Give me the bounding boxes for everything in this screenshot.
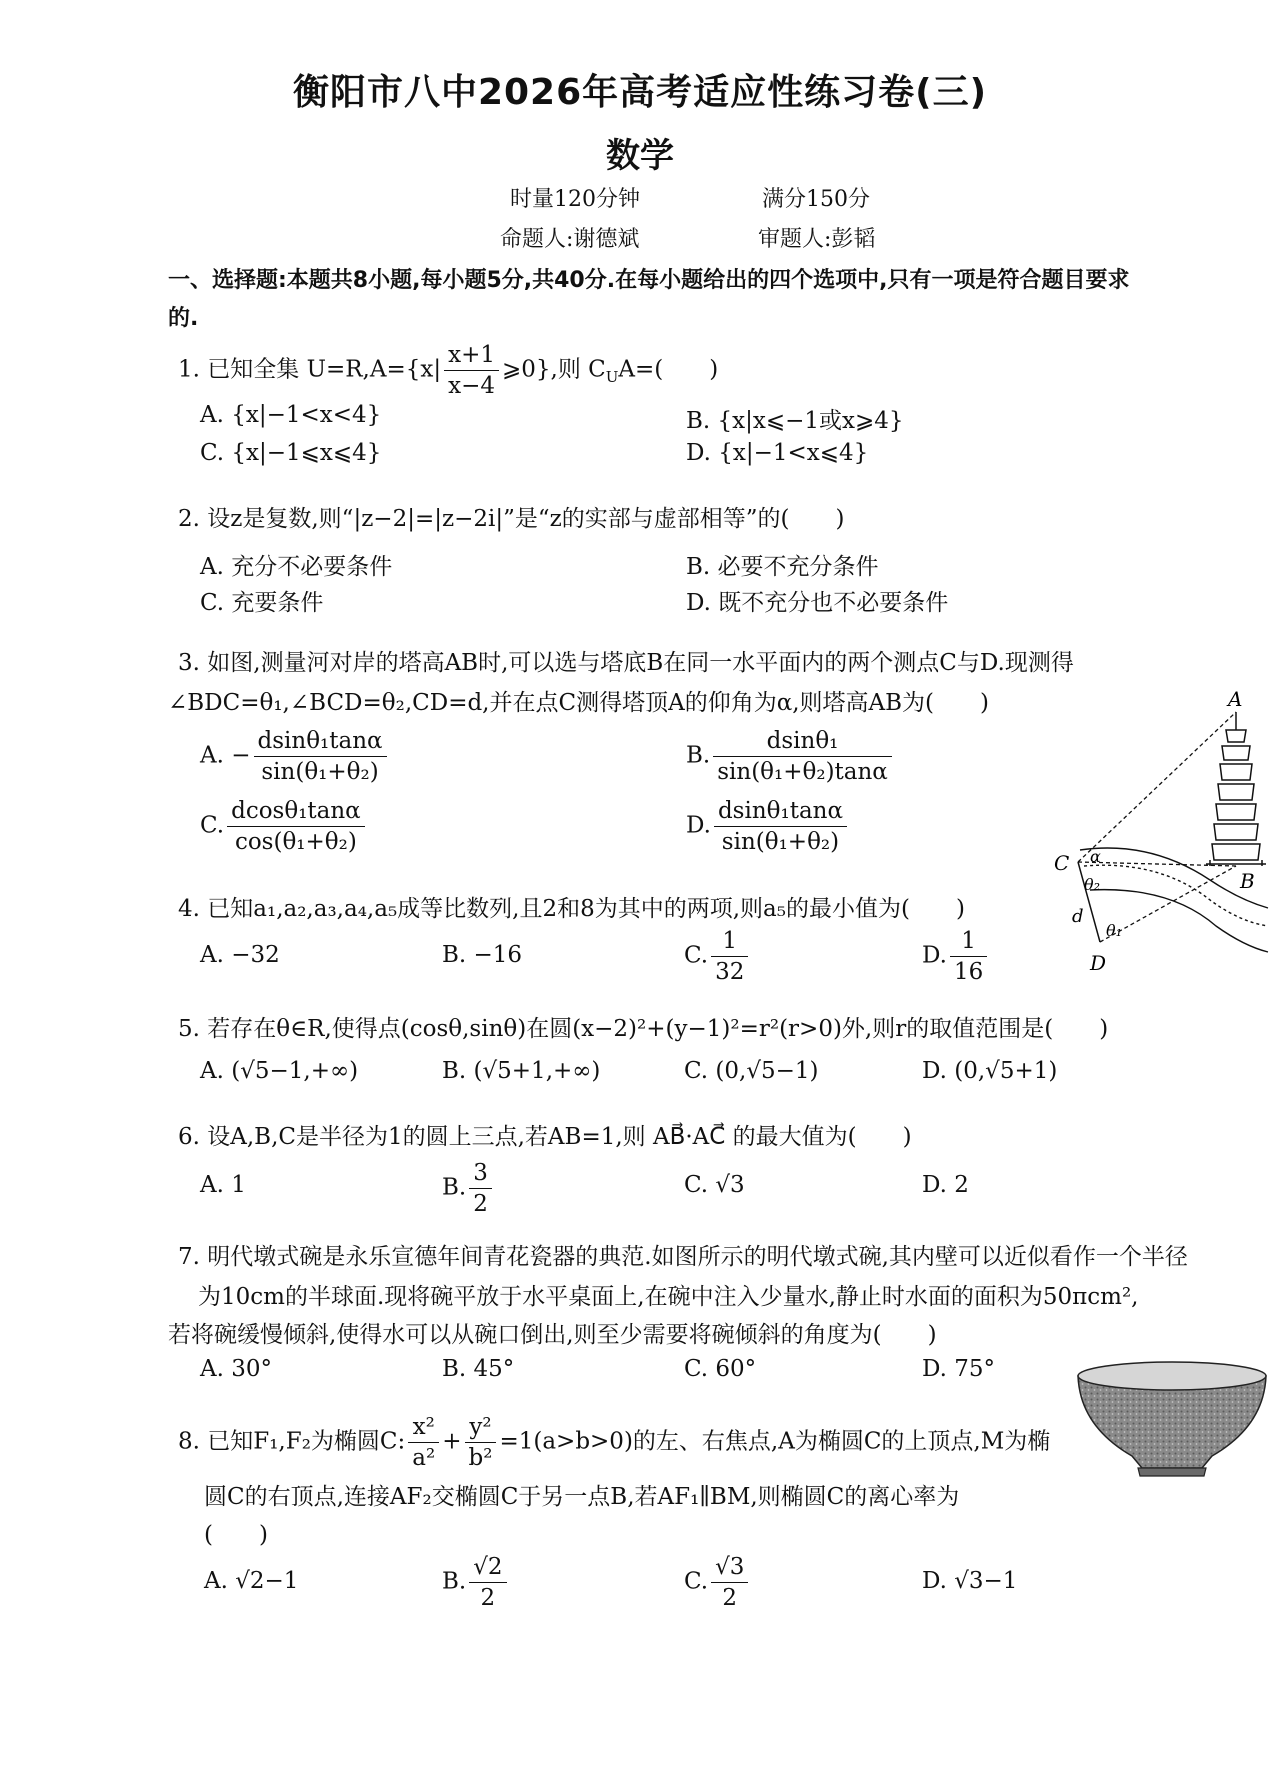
q1-fraction xyxy=(444,340,499,401)
q8-fraction-x xyxy=(408,1412,439,1473)
author: 命题人:谢德斌 xyxy=(500,227,640,252)
subject-title: 数学 xyxy=(606,136,674,176)
q3-option-b xyxy=(686,726,895,787)
question-7-line-2: 为10cm的半球面.现将碗平放于水平桌面上,在碗中注入少量水,静止时水面的面积为50πcm², xyxy=(198,1284,1139,1310)
section-line-1: 一、选择题:本题共8小题,每小题5分,共40分.在每小题给出的四个选项中,只有一项是符合题目要求 xyxy=(168,268,1130,293)
question-8-line-3: ( ) xyxy=(204,1522,268,1548)
q3-a-label: A. − xyxy=(200,742,251,769)
q1-pre: 1. 已知全集 U=R,A={x| xyxy=(178,356,442,383)
q4-c-den: 32 xyxy=(715,959,745,985)
q8-c-label: C. xyxy=(684,1568,709,1595)
q3-d-num: dsinθ₁tanα xyxy=(714,796,847,827)
q8-b-label: B. xyxy=(442,1568,467,1595)
q4-d-label: D. xyxy=(922,942,947,969)
question-7-line-1: 7. 明代墩式碗是永乐宣德年间青花瓷器的典范.如图所示的明代墩式碗,其内壁可以近似看作一个半径 xyxy=(178,1244,1188,1270)
q3-b-fraction xyxy=(713,726,892,787)
question-2: 2. 设z是复数,则“|z−2|=|z−2i|”是“z的实部与虚部相等”的( ) xyxy=(178,506,845,532)
q2-option-c: C. 充要条件 xyxy=(200,590,324,616)
q4-d-fraction xyxy=(950,926,987,987)
q4-option-c xyxy=(684,926,751,987)
q8-b-fraction xyxy=(469,1552,506,1613)
q3-option-c xyxy=(200,796,368,857)
bowl-figure xyxy=(1072,1356,1272,1484)
q4-d-den: 16 xyxy=(953,959,984,985)
q7-option-d: D. 75° xyxy=(922,1356,996,1382)
q8-c-fraction xyxy=(711,1552,748,1613)
fig-label-b: B xyxy=(1240,869,1255,893)
q4-d-num: 1 xyxy=(950,926,987,957)
q3-option-a xyxy=(200,726,390,787)
tower-illustration xyxy=(1206,712,1266,866)
q7-option-b: B. 45° xyxy=(442,1356,515,1382)
q8-fraction-y xyxy=(465,1412,497,1473)
question-1 xyxy=(178,340,718,401)
q8-post: =1(a>b>0)的左、右焦点,A为椭圆C的上顶点,M为椭 xyxy=(499,1428,1051,1455)
q4-option-d xyxy=(922,926,990,987)
q3-b-den: sin(θ₁+θ₂)tanα xyxy=(717,759,888,785)
question-5: 5. 若存在θ∈R,使得点(cosθ,sinθ)在圆(x−2)²+(y−1)²=r²(r>0)外,则r的取值范围是( ) xyxy=(178,1016,1109,1042)
q5-option-b: B. (√5+1,+∞) xyxy=(442,1058,601,1084)
q1-tail: A=( ) xyxy=(618,356,719,383)
q3-d-label: D. xyxy=(686,812,711,839)
q8-b-den: 2 xyxy=(480,1585,496,1611)
tower-river-figure xyxy=(1040,690,1270,990)
question-6: 6. 设A,B,C是半径为1的圆上三点,若AB=1,则 AB⃗·AC⃗ 的最大值为( ) xyxy=(178,1124,912,1150)
reviewer: 审题人:彭韬 xyxy=(758,227,876,252)
q5-option-a: A. (√5−1,+∞) xyxy=(200,1058,359,1084)
q3-d-den: sin(θ₁+θ₂) xyxy=(721,829,840,855)
q3-a-den: sin(θ₁+θ₂) xyxy=(261,759,379,785)
fig-label-theta2: θ₂ xyxy=(1084,875,1101,894)
fig-label-a: A xyxy=(1228,690,1243,711)
q8-b-num: √2 xyxy=(469,1552,506,1583)
q1-option-b: B. {x|x⩽−1或x⩾4} xyxy=(686,408,904,434)
q6-b-num: 3 xyxy=(469,1158,492,1189)
q6-b-fraction xyxy=(469,1158,492,1219)
question-3-line-2: ∠BDC=θ₁,∠BCD=θ₂,CD=d,并在点C测得塔顶A的仰角为α,则塔高AB为( ) xyxy=(168,690,990,716)
q8-option-a: A. √2−1 xyxy=(204,1568,299,1594)
question-8-line-2: 圆C的右顶点,连接AF₂交椭圆C于另一点B,若AF₁∥BM,则椭圆C的离心率为 xyxy=(204,1484,960,1510)
q3-c-fraction xyxy=(227,796,365,857)
fig-label-c: C xyxy=(1054,851,1070,875)
sightline-ca xyxy=(1078,712,1236,862)
q6-b-den: 2 xyxy=(473,1191,488,1217)
q2-option-a: A. 充分不必要条件 xyxy=(200,554,393,580)
q1-option-c: C. {x|−1⩽x⩽4} xyxy=(200,440,382,466)
question-4: 4. 已知a₁,a₂,a₃,a₄,a₅成等比数列,且2和8为其中的两项,则a₅的最小值为( ) xyxy=(178,896,965,922)
section-line-2: 的. xyxy=(168,306,199,331)
q5-option-d: D. (0,√5+1) xyxy=(922,1058,1058,1084)
q5-option-c: C. (0,√5−1) xyxy=(684,1058,819,1084)
q1-numerator: x+1 xyxy=(444,340,499,371)
q3-a-fraction xyxy=(254,726,387,787)
q7-option-c: C. 60° xyxy=(684,1356,757,1382)
q8-f1-den: a² xyxy=(412,1445,436,1471)
q3-b-num: dsinθ₁ xyxy=(713,726,892,757)
q4-c-fraction xyxy=(711,926,748,987)
q6-b-label: B. xyxy=(442,1174,467,1201)
q1-sub: U xyxy=(605,368,619,387)
q2-option-d: D. 既不充分也不必要条件 xyxy=(686,590,949,616)
q1-post: ⩾0},则 C xyxy=(501,356,606,383)
fig-label-alpha: α xyxy=(1090,847,1101,866)
q4-c-num: 1 xyxy=(711,926,748,957)
bowl-foot xyxy=(1138,1468,1206,1476)
full-score: 满分150分 xyxy=(762,187,870,212)
q2-option-b: B. 必要不充分条件 xyxy=(686,554,879,580)
q8-c-den: 2 xyxy=(722,1585,738,1611)
q8-option-d: D. √3−1 xyxy=(922,1568,1018,1594)
q1-denominator: x−4 xyxy=(448,373,495,399)
segment-cd xyxy=(1078,862,1100,942)
q8-option-c xyxy=(684,1552,751,1613)
q8-pre: 8. 已知F₁,F₂为椭圆C: xyxy=(178,1428,406,1455)
q3-b-label: B. xyxy=(686,742,711,769)
question-7-line-3: 若将碗缓慢倾斜,使得水可以从碗口倒出,则至少需要将碗倾斜的角度为( ) xyxy=(168,1322,937,1348)
q6-option-a: A. 1 xyxy=(200,1172,246,1198)
q4-option-a: A. −32 xyxy=(200,942,280,968)
q1-option-d: D. {x|−1<x⩽4} xyxy=(686,440,869,466)
q8-option-b xyxy=(442,1552,510,1613)
q7-option-a: A. 30° xyxy=(200,1356,272,1382)
q3-d-fraction xyxy=(714,796,847,857)
q1-option-a: A. {x|−1<x<4} xyxy=(200,402,382,428)
q8-f2-num: y² xyxy=(465,1412,497,1443)
q3-c-label: C. xyxy=(200,812,225,839)
q3-c-den: cos(θ₁+θ₂) xyxy=(234,829,357,855)
exam-title: 衡阳市八中2026年高考适应性练习卷(三) xyxy=(292,72,988,113)
question-3-line-1: 3. 如图,测量河对岸的塔高AB时,可以选与塔底B在同一水平面内的两个测点C与D.现测得 xyxy=(178,650,1074,676)
fig-label-theta1: θ₁ xyxy=(1106,921,1123,940)
bowl-rim xyxy=(1078,1362,1266,1390)
q6-option-c: C. √3 xyxy=(684,1172,745,1198)
q3-c-num: dcosθ₁tanα xyxy=(227,796,365,827)
q8-c-num: √3 xyxy=(711,1552,748,1583)
q6-option-d: D. 2 xyxy=(922,1172,969,1198)
q6-option-b xyxy=(442,1158,495,1219)
section-header xyxy=(168,262,1228,338)
time-limit: 时量120分钟 xyxy=(510,187,640,212)
q8-plus: + xyxy=(442,1428,462,1455)
question-8-line-1 xyxy=(178,1412,1050,1473)
q3-a-num: dsinθ₁tanα xyxy=(254,726,387,757)
q4-c-label: C. xyxy=(684,942,709,969)
q3-option-d xyxy=(686,796,850,857)
q8-f1-num: x² xyxy=(408,1412,439,1443)
fig-label-d-length: d xyxy=(1072,906,1084,927)
q4-option-b: B. −16 xyxy=(442,942,523,968)
q8-f2-den: b² xyxy=(468,1445,493,1471)
fig-label-d: D xyxy=(1090,951,1107,975)
